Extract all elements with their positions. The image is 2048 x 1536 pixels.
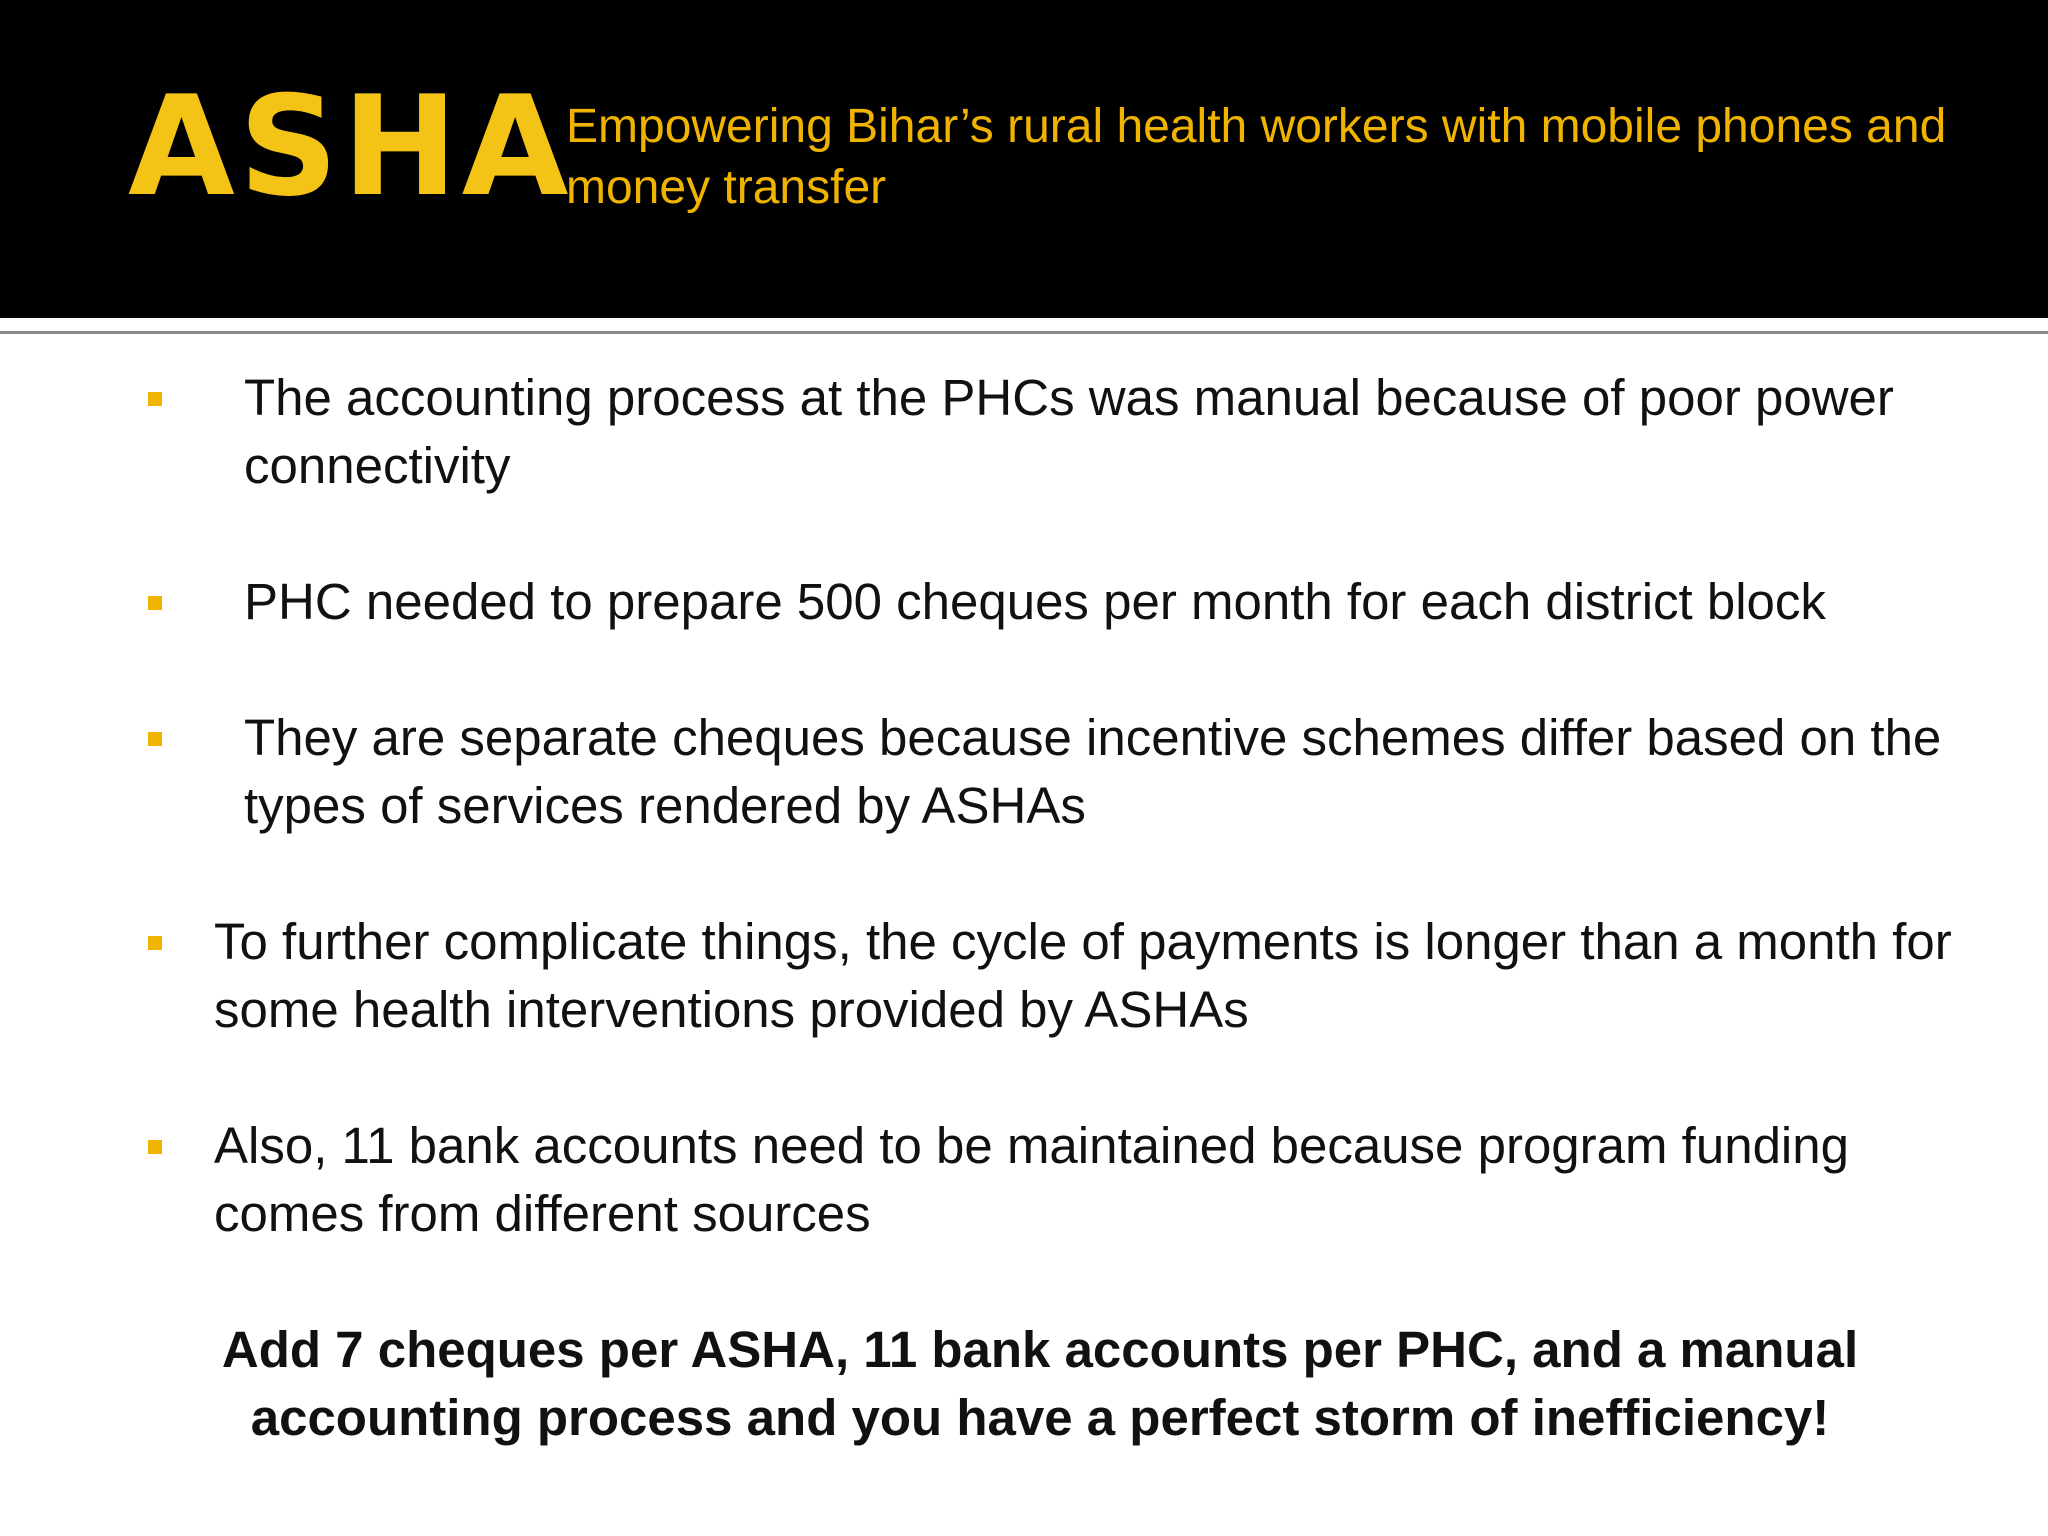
bullet-text: To further complicate things, the cycle of payments is longer than a month for some health interventions provided by ASHAs	[214, 913, 1952, 1038]
bullet-text: PHC needed to prepare 500 cheques per month for each district block	[244, 573, 1826, 630]
asha-logo: ASHA	[128, 66, 573, 227]
bullet-text: Also, 11 bank accounts need to be maintained because program funding comes from different sources	[214, 1117, 1849, 1242]
bullet-text: The accounting process at the PHCs was manual because of poor power connectivity	[244, 369, 1894, 494]
slide-tagline: Empowering Bihar’s rural health workers with mobile phones and money transfer	[566, 100, 1947, 214]
square-bullet-icon	[148, 1140, 162, 1154]
conclusion-text: Add 7 cheques per ASHA, 11 bank accounts per PHC, and a manual accounting process and you have a perfect storm of inefficiency!	[221, 1321, 1859, 1446]
bullet-text: They are separate cheques because incentive schemes differ based on the types of services rendered by ASHAs	[244, 709, 1942, 834]
square-bullet-icon	[148, 732, 162, 746]
square-bullet-icon	[148, 936, 162, 950]
square-bullet-icon	[148, 596, 162, 610]
square-bullet-icon	[148, 392, 162, 406]
